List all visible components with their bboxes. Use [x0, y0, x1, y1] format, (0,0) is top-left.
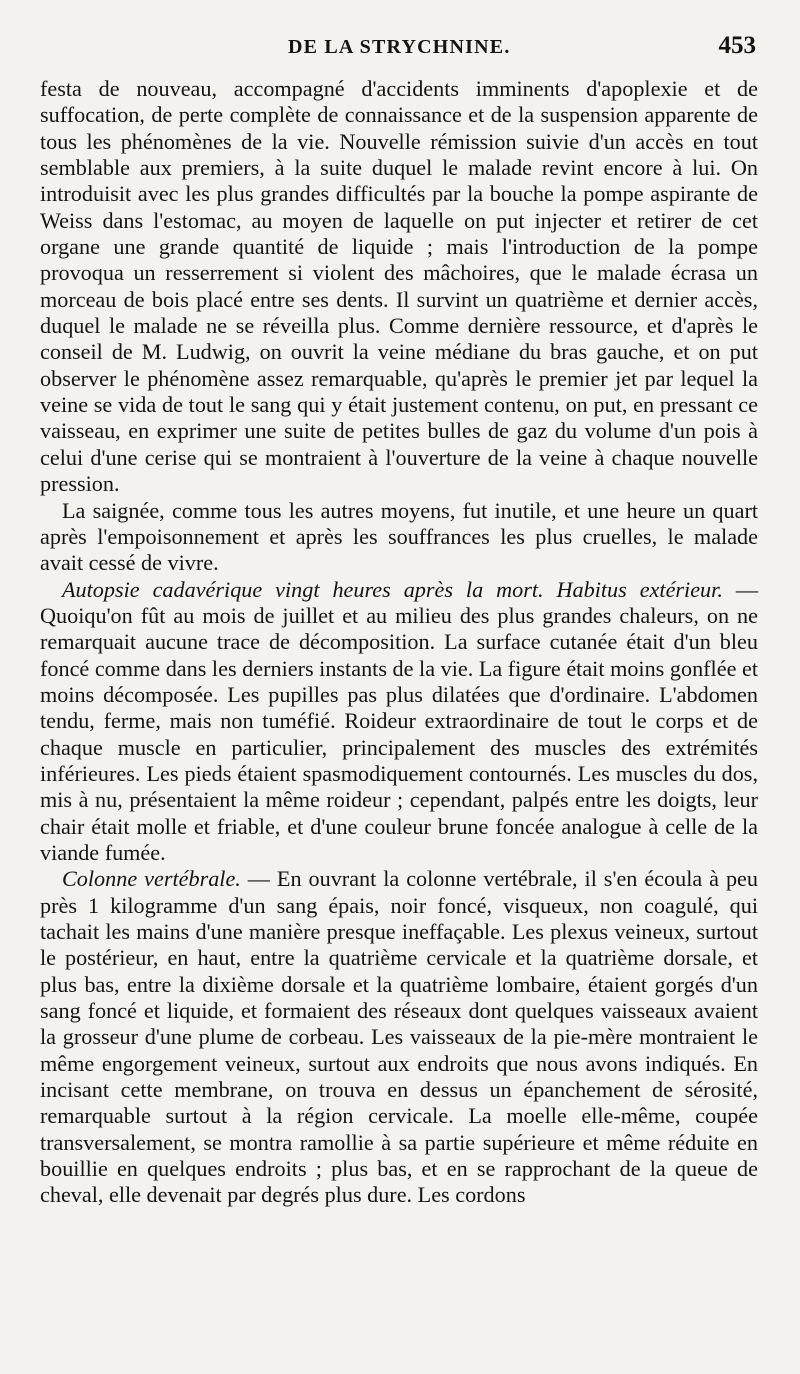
paragraph-lead-heading: Autopsie cadavérique vingt heures après la mort. Habitus extérieur. — [62, 576, 723, 602]
paragraph-text: — En ouvrant la colonne vertébrale, il s'en écoula à peu près 1 kilogramme d'un sang épais, noir foncé, visqueux, non coagulé, qui tachait les mains d'une manière presque ineffaçable. Les plexus veineux, surtout le postérieur, en haut, entre la quatrième cervicale et la quatrième dorsale, et plus bas, entre la dixième dorsale et la quatrième lombaire, étaient gorgés d'un sang foncé et liquide, et formaient des réseaux dont quelques vaisseaux avaient la grosseur d'une plume de corbeau. Les vaisseaux de la pie-mère montraient le même engorgement veineux, surtout aux endroits que nous avons indiqués. En incisant cette membrane, on trouva en dessus un épanchement de sérosité, remarquable surtout à la région cervicale. La moelle elle-même, coupée transversalement, se montra ramollie à sa partie supérieure et même réduite en bouillie en quelques endroits ; plus bas, et en se rapprochant de la queue de cheval, elle devenait par degrés plus dure. Les cordons — [40, 866, 758, 1208]
paragraph-autopsie — [40, 577, 758, 867]
running-header — [0, 32, 800, 62]
paragraph-text: festa de nouveau, accompagné d'accidents imminents d'apoplexie et de suffocation, de perte complète de connaissance et de la suspension apparente de tous les phénomènes de la vie. Nouvelle rémission suivie d'un accès en tout semblable aux premiers, à la suite duquel le malade revint encore à lui. On introduisit avec les plus grandes difficultés par la bouche la pompe aspirante de Weiss dans l'estomac, au moyen de laquelle on put injecter et retirer de cet organe une grande quantité de liquide ; mais l'introduction de la pompe provoqua un resserrement si violent des mâchoires, que le malade écrasa un morceau de bois placé entre ses dents. Il survint un quatrième et dernier accès, duquel le malade ne se réveilla plus. Comme dernière ressource, et d'après le conseil de M. Ludwig, on ouvrit la veine médiane du bras gauche, et on put observer le phénomène assez remarquable, qu'après le premier jet par lequel la veine se vida de tout le sang qui y était justement contenu, on put, en pressant ce vaisseau, en exprimer une suite de petites bulles de gaz du volume d'un pois à celui d'une cerise qui se montraient à l'ouverture de la veine à chaque nouvelle pression. — [40, 76, 758, 497]
paragraph-text: — Quoiqu'on fût au mois de juillet et au milieu des plus grandes chaleurs, on ne remarquait aucune trace de décomposition. La surface cutanée était d'un bleu foncé comme dans les derniers instants de la vie. La figure était moins gonflée et moins décomposée. Les pupilles pas plus dilatées que d'ordinaire. L'abdomen tendu, ferme, mais non tuméfié. Roideur extraordinaire de tout le corps et de chaque muscle en particulier, principalement des muscles des extrémités inférieures. Les pieds étaient spasmodiquement contournés. Les muscles du dos, mis à nu, présentaient la même roideur ; cependant, palpés entre les doigts, leur chair était molle et friable, et d'une couleur brune foncée analogue à celle de la viande fumée. — [40, 576, 759, 865]
running-title: DE LA STRYCHNINE. — [288, 36, 511, 58]
page-number: 453 — [718, 32, 756, 59]
paragraph-continuation — [40, 76, 758, 498]
paragraph-colonne-vertebrale — [40, 866, 758, 1208]
paragraph-text: La saignée, comme tous les autres moyens, fut inutile, et une heure un quart après l'empoisonnement et après les souffrances les plus cruelles, le malade avait cessé de vivre. — [40, 497, 758, 576]
body-text — [40, 76, 758, 1209]
paragraph-lead-heading: Colonne vertébrale. — [62, 866, 241, 892]
paragraph-saignee — [40, 498, 758, 577]
